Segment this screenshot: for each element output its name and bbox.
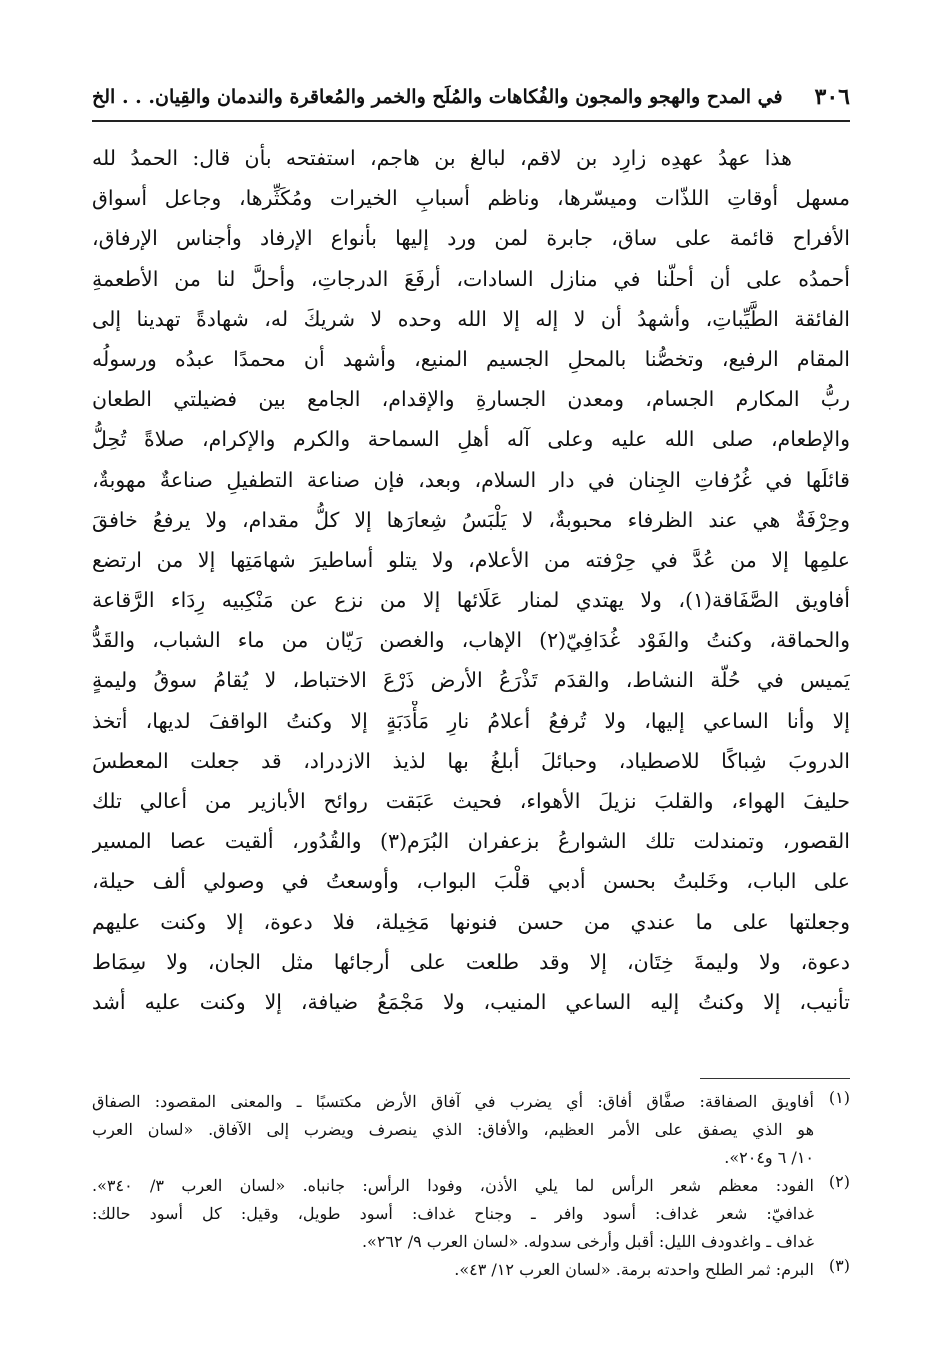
footnote-line: ١٠/ ٦ و٢٠٤». xyxy=(724,1148,814,1167)
footnote xyxy=(92,1256,850,1284)
footnote xyxy=(92,1172,850,1256)
footnotes xyxy=(92,1088,850,1284)
text-line: والإطعام، صلى الله عليه وعلى آله أهلِ السماحة والكرم والإكرام، صلاةً تُحِلُّ xyxy=(92,427,850,452)
main-text xyxy=(92,138,850,1022)
footnote-number: (٢) xyxy=(828,1172,850,1191)
footnote-number: (١) xyxy=(828,1088,850,1107)
footnote xyxy=(92,1088,850,1172)
text-line: ربُّ المكارم الجسام، ومعدن الجسارةِ والإقدام، الجامع بين فضيلتي الطعان xyxy=(92,387,850,412)
text-line: الدروبَ شِباكًا للاصطياد، وحبائلَ أبلغُ بها لذيذ الازدراد، قد جعلت المعطسَ xyxy=(92,748,850,773)
text-line: وحِرْفَةٌ هي عند الظرفاء محبوبةٌ، لا يَلْبَسُ شِعارَها إلا كلُّ مقدام، ولا يرفعُ خافقَ xyxy=(92,507,850,532)
text-line: إلا وأنا الساعي إليها، ولا تُرفعُ أعلامُ نارِ مَأْدَبَةٍ إلا وكنتُ الواقفَ لديها، أتخذ xyxy=(92,708,850,733)
text-line: وجعلتها على ما عندي من حسن فنونها مَخِيلة، فلا دعوة، إلا وكنت عليهم xyxy=(92,909,850,934)
text-line: علمِها إلا من عُدَّ في حِرْفته من الأعلام، ولا يتلو أساطيرَ شهامَتِها إلا من ارتضع xyxy=(92,547,850,572)
text-line: أفاويق الصَّفَاقة(١)، ولا يهتدي لمنار عَلَائها إلا من نزع عن مَنْكِبيه رِدَاء الرَّقاعة xyxy=(92,588,850,613)
header-title: في المدح والهجو والمجون والفُكاهات والمُلَح والخمر والمُعاقرة والندمان والقِيان. . . الخ xyxy=(92,86,783,108)
text-line: القصور، وتمندلت تلك الشوارعُ بزعفران البُرَم(٣) والقُدُور، ألقيت عصا المسير xyxy=(92,829,850,854)
running-header xyxy=(92,80,850,120)
text-line: تأنيب، إلا وكنتُ إليه الساعي المنيب، ولا مَجْمَعُ ضيافة، إلا وكنت عليه أشد xyxy=(92,989,850,1014)
footnote-line: غداف ـ واغدودف الليل: أقبل وأرخى سدوله. «لسان العرب ٩/ ٢٦٢». xyxy=(361,1232,814,1251)
footnote-line: هو الذي يصفق على الأمر العظيم، والأفاق: الذي ينصرف ويضرب إلى الآفاق. «لسان العرب xyxy=(92,1120,814,1139)
header-divider xyxy=(92,120,850,122)
text-line: مسهل أوقاتِ اللذّات وميسّرها، وناظم أسبابِ الخيرات ومُكَثِّرها، وجاعل أسواق xyxy=(92,186,850,211)
text-line: أحمدُه على أن أحلّنا في منازل السادات، أرفَعَ الدرجاتِ، وأحلَّ لنا من الأطعمةِ xyxy=(92,266,850,291)
page-number: ٣٠٦ xyxy=(814,84,850,110)
text-line: المقام الرفيع، وتخصُّنا بالمحلِ الجسيم المنيع، وأشهد أن محمدًا عبدُه ورسولُه xyxy=(92,346,850,371)
footnote-divider xyxy=(700,1078,850,1079)
footnote-number: (٣) xyxy=(828,1256,850,1275)
text-line: الفائقة الطَّيِّباتِ، وأشهدُ أن لا إله إلا الله وحده لا شريكَ له، شهادةً تهدينا إلى xyxy=(92,306,850,331)
text-line: قائلَها في غُرُفاتِ الجِنان في دار السلام، وبعد، فإن صناعة التطفيلِ صناعةٌ مهوبةٌ، xyxy=(92,467,850,492)
footnote-line: غدافيّ: شعر غداف: أسود وافر ـ وجناح غداف: أسود طويل، وقيل: كل أسود حالك: xyxy=(92,1204,814,1223)
footnote-line: البرم: ثمر الطلح واحدته برمة. «لسان العرب ١٢/ ٤٣». xyxy=(454,1260,814,1279)
text-line: دعوة، ولا وليمةَ خِتَان، إلا وقد طلعت على أرجائها مثل الجان، ولا سِمَاط xyxy=(92,949,850,974)
text-line: هذا عهدُ عهدِه زارِد بن لاقم، لبالغ بن هاجم، استفتحه بأن قال: الحمدُ لله xyxy=(92,146,792,170)
footnote-line: الفود: معظم شعر الرأس لما يلي الأذن، وفودا الرأس: جانباه. «لسان العرب ٣/ ٣٤٠». xyxy=(92,1176,814,1195)
footnote-line: أفاويق الصفاقة: صفَّاق أفاق: أي يضرب في آفاق الأرض مكتسبًا ـ والمعنى المقصود: الصفاق xyxy=(92,1092,814,1111)
text-line: والحماقة، وكنتُ والفَوْد غُدَافِيّ(٢) الإهاب، والغصن رَيّان من ماء الشباب، والقَدُّ xyxy=(92,628,850,653)
text-line: على الباب، وخَلبتُ بحسن أدبي قلْبَ البواب، وأوسعتُ في وصولي ألف حيلة، xyxy=(92,869,850,894)
text-line: يَميس في حُلّة النشاط، والقدَم تَذْرَعُ الأرض ذَرْعَ الاختباط، لا يُقامُ سوقُ وليمةٍ xyxy=(92,668,850,693)
text-line: الأفراح قائمة على ساق، جابرة لمن ورد إليها بأنواع الإرفاد وأجناس الإرفاق، xyxy=(92,226,850,251)
text-line: حليفَ الهواء، والقلبَ نزيلَ الأهواء، فحيث عَبَقت روائح الأبازير من أعالي تلك xyxy=(92,789,850,813)
